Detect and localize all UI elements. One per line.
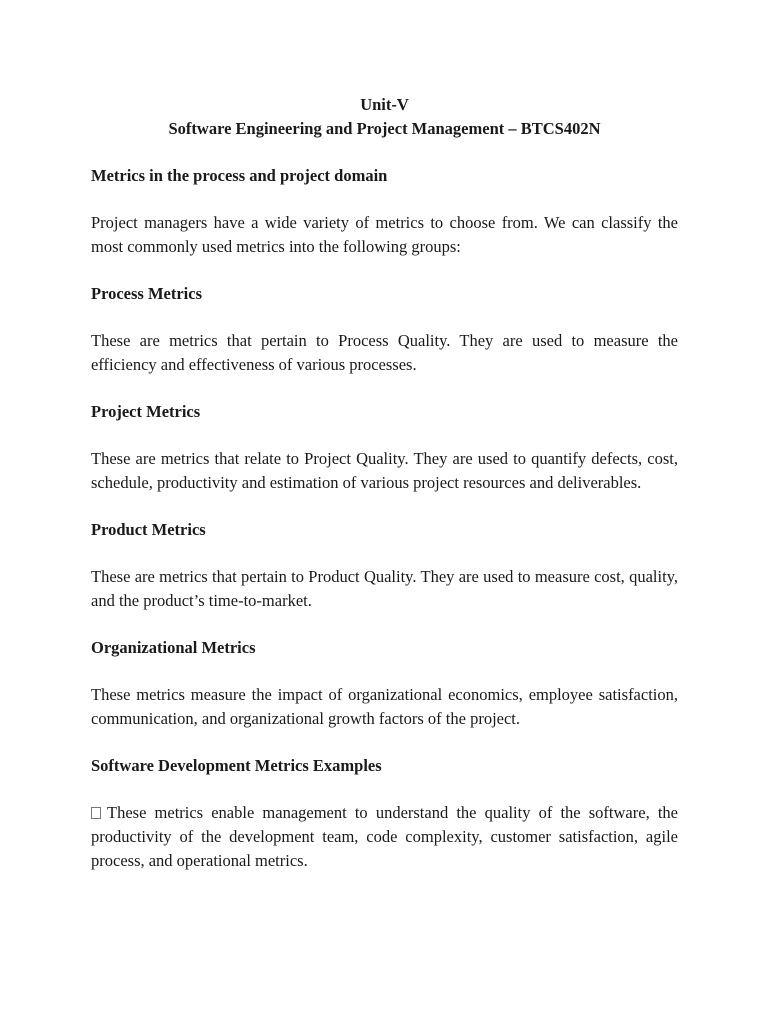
examples-heading: Software Development Metrics Examples xyxy=(91,756,382,775)
product-metrics-heading: Product Metrics xyxy=(91,520,206,539)
product-metrics-paragraph: These are metrics that pertain to Product Quality. They are used to measure cost, quality, and the product’s time-to-market. xyxy=(91,567,678,610)
organizational-metrics-paragraph: These metrics measure the impact of organizational economics, employee satisfaction, communication, and organizational growth factors of the project. xyxy=(91,685,678,728)
course-title: Software Engineering and Project Management – BTCS402N xyxy=(168,119,601,138)
project-metrics-paragraph: These are metrics that relate to Project Quality. They are used to quantify defects, cost, schedule, productivity and estimation of various project resources and deliverables. xyxy=(91,449,678,492)
missing-glyph-bullet-icon xyxy=(91,807,101,819)
unit-title: Unit-V xyxy=(360,95,409,114)
process-metrics-heading: Process Metrics xyxy=(91,284,203,303)
examples-text: These metrics enable management to understand the quality of the software, the productivity of the development team, code complexity, customer satisfaction, agile process, and operational metrics. xyxy=(91,803,678,870)
intro-paragraph: Project managers have a wide variety of metrics to choose from. We can classify the most commonly used metrics into the following groups: xyxy=(91,213,678,256)
document-page xyxy=(91,93,678,873)
process-metrics-paragraph: These are metrics that pertain to Process Quality. They are used to measure the efficiency and effectiveness of various processes. xyxy=(91,331,678,374)
organizational-metrics-heading: Organizational Metrics xyxy=(91,638,256,657)
project-metrics-heading: Project Metrics xyxy=(91,402,201,421)
intro-heading: Metrics in the process and project domain xyxy=(91,166,388,185)
examples-paragraph xyxy=(91,801,678,873)
